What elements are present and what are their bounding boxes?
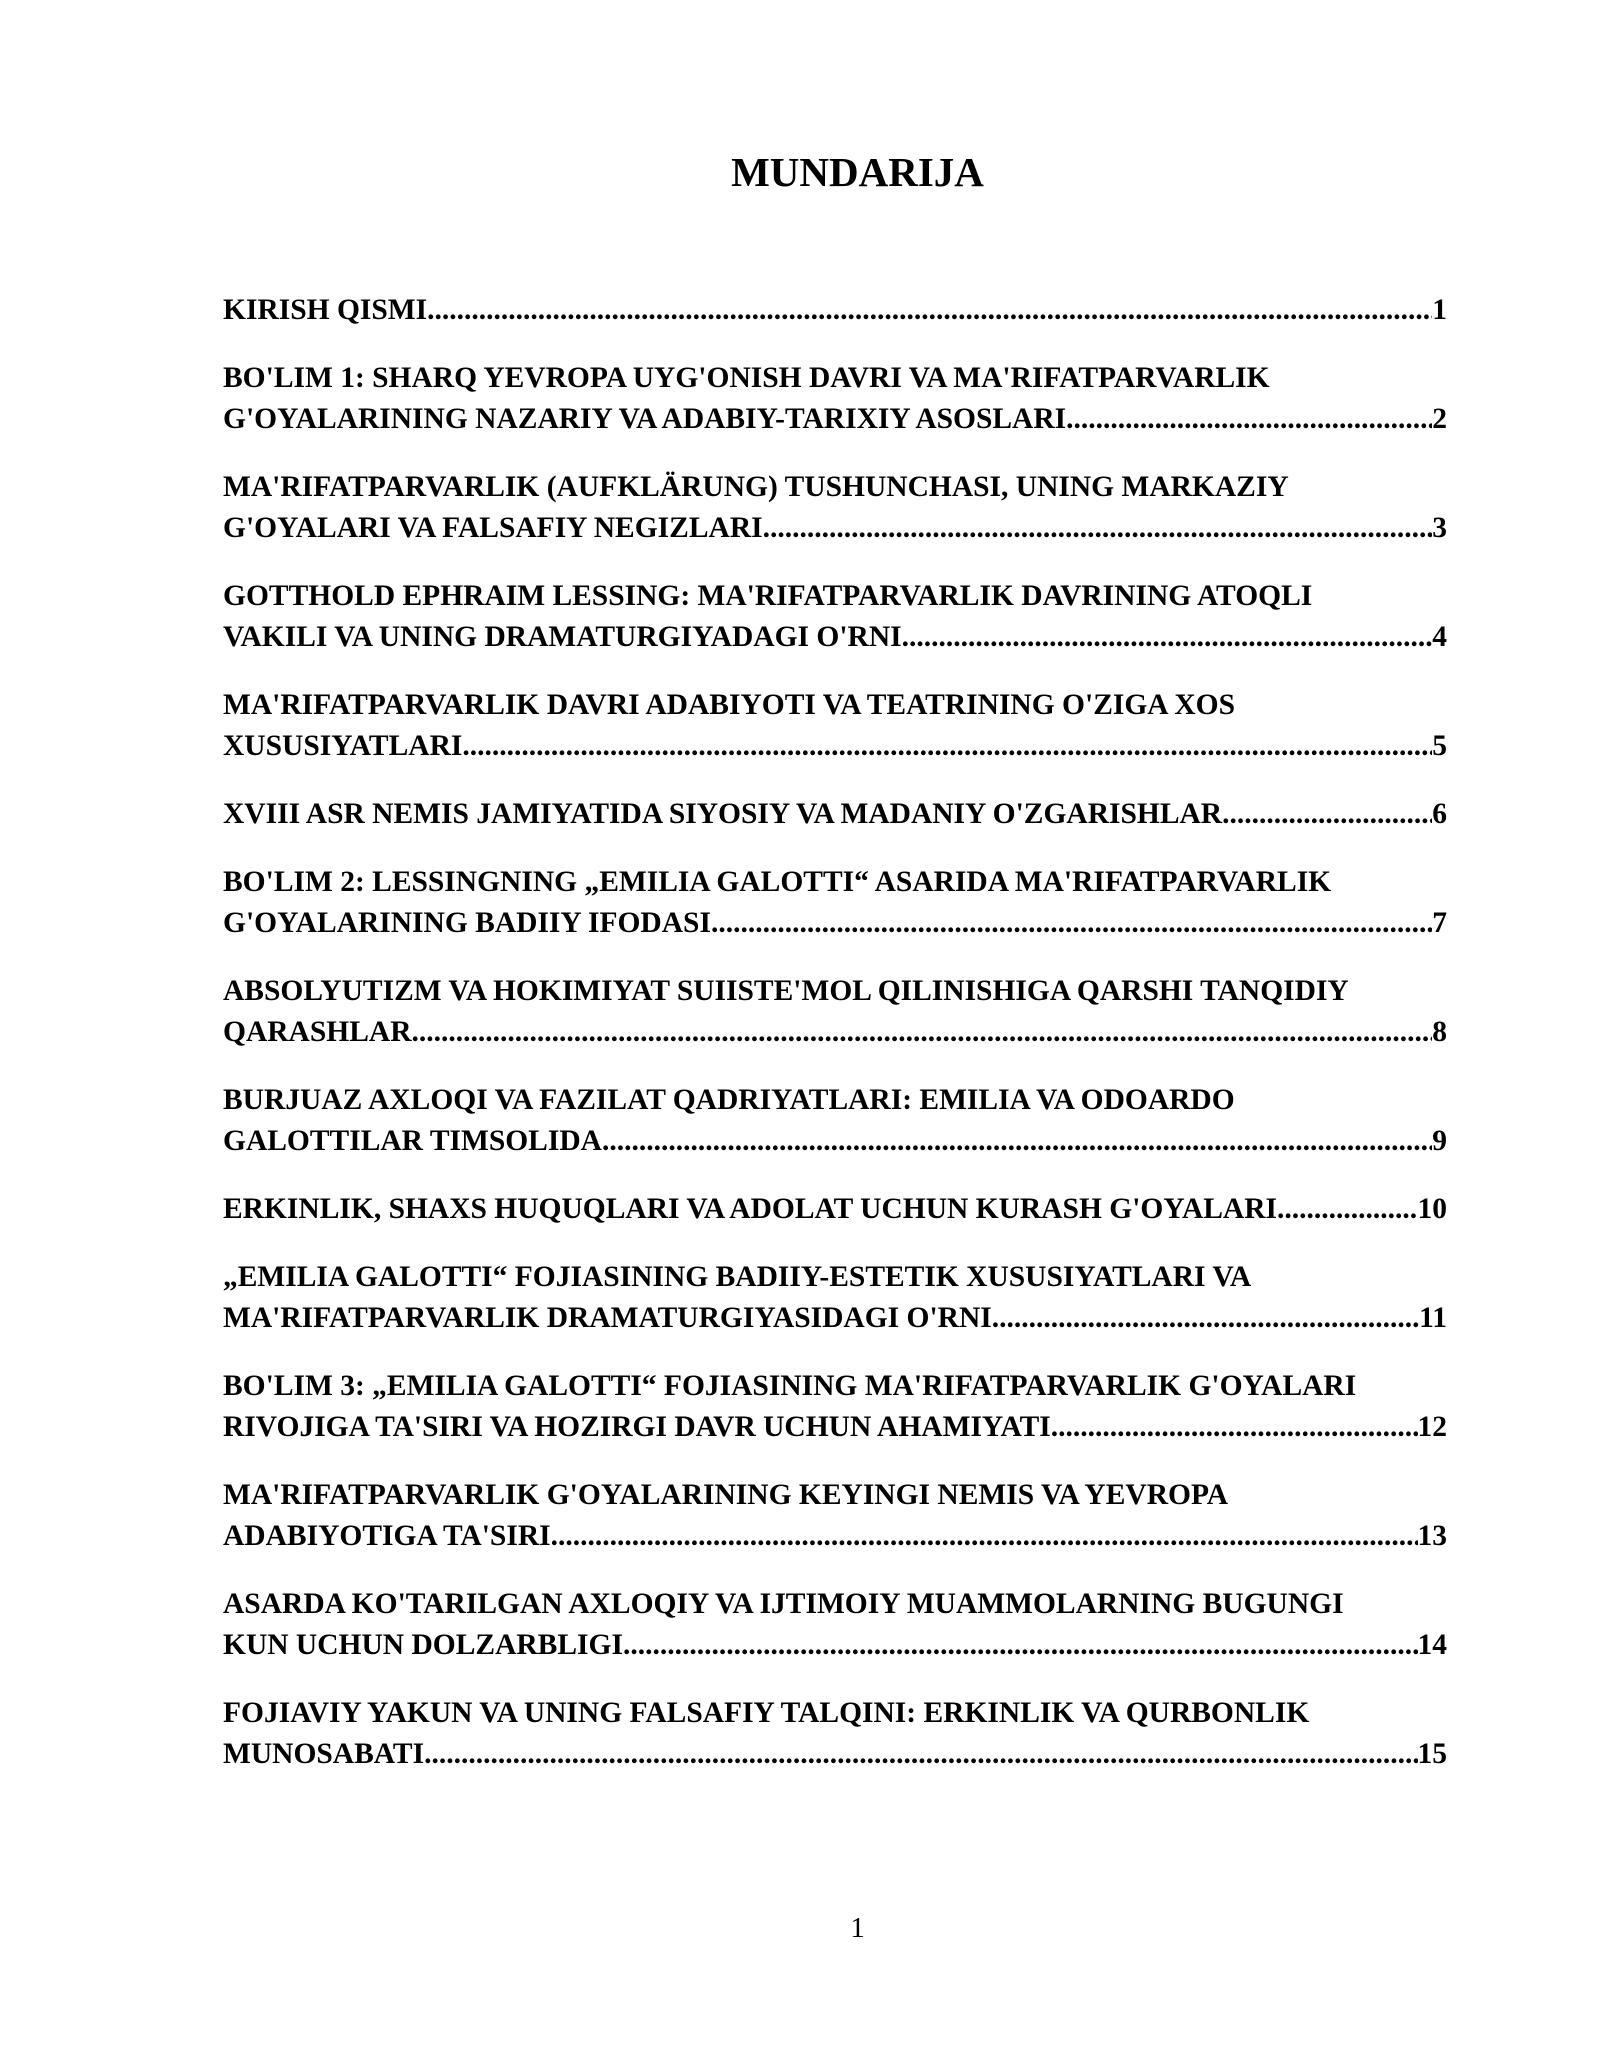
toc-entry-line: MUNOSABATI	[223, 1738, 425, 1770]
toc-dot-leader	[1222, 794, 1432, 835]
toc-dot-leader	[902, 617, 1433, 658]
toc-entry-line: XUSUSIYATLARI	[223, 730, 463, 762]
toc-dot-leader	[427, 290, 1432, 331]
toc-entry-last-line	[223, 1407, 1447, 1448]
toc-dot-leader	[424, 1734, 1417, 1775]
toc-entry-line: G'OYALARI VA FALSAFIY NEGIZLARI	[223, 512, 763, 544]
toc-dot-leader	[1066, 399, 1432, 440]
toc-page-number: 3	[1432, 512, 1447, 544]
toc-entry[interactable]	[223, 1080, 1447, 1162]
toc-entry-line: ABSOLYUTIZM VA HOKIMIYAT SUIISTE'MOL QILINISHIGA QARSHI TANQIDIY	[223, 975, 1349, 1007]
toc-entry-line: ASARDA KO'TARILGAN AXLOQIY VA IJTIMOIY MUAMMOLARNING BUGUNGI	[223, 1588, 1344, 1620]
toc-page-number: 2	[1432, 403, 1447, 435]
toc-page-number: 10	[1417, 1193, 1447, 1225]
toc-entry-line: VAKILI VA UNING DRAMATURGIYADAGI O'RNI	[223, 621, 902, 653]
toc-page-number: 4	[1432, 621, 1447, 653]
toc-page-number: 13	[1417, 1520, 1447, 1552]
toc-entry-line: KIRISH QISMI	[223, 294, 428, 326]
toc-entry-line: G'OYALARINING NAZARIY VA ADABIY-TARIXIY ASOSLARI	[223, 403, 1067, 435]
toc-entry[interactable]	[223, 1189, 1447, 1230]
toc-page-number: 1	[1432, 294, 1447, 326]
toc-entry[interactable]	[223, 794, 1447, 835]
toc-entry-line: BO'LIM 2: LESSINGNING „EMILIA GALOTTI“ ASARIDA MA'RIFATPARVARLIK	[223, 866, 1332, 898]
toc-entry-line: XVIII ASR NEMIS JAMIYATIDA SIYOSIY VA MADANIY O'ZGARISHLAR	[223, 798, 1223, 830]
toc-dot-leader	[1051, 1407, 1418, 1448]
toc-entry-line: KUN UCHUN DOLZARBLIGI	[223, 1629, 623, 1661]
toc-entry-last-line	[223, 1189, 1447, 1230]
toc-entry-line: BURJUAZ AXLOQI VA FAZILAT QADRIYATLARI: EMILIA VA ODOARDO	[223, 1084, 1235, 1116]
toc-entry-last-line	[223, 726, 1447, 767]
toc-dot-leader	[623, 1625, 1418, 1666]
toc-entry-line: ERKINLIK, SHAXS HUQUQLARI VA ADOLAT UCHUN KURASH G'OYALARI	[223, 1193, 1278, 1225]
toc-entry-last-line	[223, 1625, 1447, 1666]
toc-entry[interactable]	[223, 1693, 1447, 1775]
toc-entry[interactable]	[223, 1584, 1447, 1666]
toc-entry[interactable]	[223, 971, 1447, 1053]
toc-page-number: 8	[1432, 1016, 1447, 1048]
toc-entry-line: GALOTTILAR TIMSOLIDA	[223, 1125, 602, 1157]
toc-entry[interactable]	[223, 685, 1447, 767]
toc-entry-line: FOJIAVIY YAKUN VA UNING FALSAFIY TALQINI: ERKINLIK VA QURBONLIK	[223, 1697, 1310, 1729]
page-number: 1	[850, 1912, 865, 1944]
toc-entry-line: RIVOJIGA TA'SIRI VA HOZIRGI DAVR UCHUN AHAMIYATI	[223, 1411, 1051, 1443]
toc-entry-line: „EMILIA GALOTTI“ FOJIASINING BADIIY-ESTETIK XUSUSIYATLARI VA	[223, 1261, 1252, 1293]
toc-entry[interactable]	[223, 358, 1447, 440]
toc-entry-line: MA'RIFATPARVARLIK DAVRI ADABIYOTI VA TEATRINING O'ZIGA XOS	[223, 689, 1236, 721]
toc-page-number: 9	[1432, 1125, 1447, 1157]
toc-entry-last-line	[223, 508, 1447, 549]
toc-entry[interactable]	[223, 862, 1447, 944]
toc-page-number: 15	[1417, 1738, 1447, 1770]
toc-page-number: 14	[1417, 1629, 1447, 1661]
toc-page-number: 5	[1432, 730, 1447, 762]
toc-entry-line: MA'RIFATPARVARLIK G'OYALARINING KEYINGI NEMIS VA YEVROPA	[223, 1479, 1229, 1511]
toc-dot-leader	[763, 508, 1433, 549]
toc-entry-last-line	[223, 1734, 1447, 1775]
toc-entry-last-line	[223, 903, 1447, 944]
toc-entry-line: QARASHLAR	[223, 1016, 412, 1048]
toc-entry-last-line	[223, 1121, 1447, 1162]
toc-entry-last-line	[223, 617, 1447, 658]
toc-dot-leader	[412, 1012, 1433, 1053]
table-of-contents	[223, 290, 1447, 1802]
page-number-wrapper	[0, 1912, 1600, 1945]
toc-entry-line: MA'RIFATPARVARLIK DRAMATURGIYASIDAGI O'RNI	[223, 1302, 992, 1334]
toc-page-number: 7	[1432, 907, 1447, 939]
toc-entry[interactable]	[223, 1257, 1447, 1339]
toc-entry-last-line	[223, 1516, 1447, 1557]
toc-dot-leader	[551, 1516, 1418, 1557]
toc-entry[interactable]	[223, 1366, 1447, 1448]
toc-entry[interactable]	[223, 1475, 1447, 1557]
toc-entry-last-line	[223, 1012, 1447, 1053]
toc-entry[interactable]	[223, 467, 1447, 549]
toc-entry-line: BO'LIM 3: „EMILIA GALOTTI“ FOJIASINING MA'RIFATPARVARLIK G'OYALARI	[223, 1370, 1357, 1402]
toc-page-number: 12	[1417, 1411, 1447, 1443]
toc-entry-line: ADABIYOTIGA TA'SIRI	[223, 1520, 551, 1552]
toc-entry[interactable]	[223, 290, 1447, 331]
toc-entry-last-line	[223, 290, 1447, 331]
toc-dot-leader	[711, 903, 1432, 944]
toc-entry-last-line	[223, 794, 1447, 835]
toc-entry[interactable]	[223, 576, 1447, 658]
toc-dot-leader	[462, 726, 1432, 767]
toc-page-number: 11	[1419, 1302, 1447, 1334]
toc-dot-leader	[1277, 1189, 1417, 1230]
toc-entry-line: MA'RIFATPARVARLIK (AUFKLÄRUNG) TUSHUNCHASI, UNING MARKAZIY	[223, 471, 1289, 503]
toc-entry-line: BO'LIM 1: SHARQ YEVROPA UYG'ONISH DAVRI VA MA'RIFATPARVARLIK	[223, 362, 1270, 394]
page-title: MUNDARIJA	[731, 149, 984, 195]
toc-dot-leader	[992, 1298, 1419, 1339]
toc-entry-line: G'OYALARINING BADIIY IFODASI	[223, 907, 711, 939]
toc-entry-last-line	[223, 1298, 1447, 1339]
title-wrapper	[0, 148, 1600, 196]
toc-dot-leader	[602, 1121, 1432, 1162]
toc-entry-line: GOTTHOLD EPHRAIM LESSING: MA'RIFATPARVARLIK DAVRINING ATOQLI	[223, 580, 1313, 612]
toc-page-number: 6	[1432, 798, 1447, 830]
toc-entry-last-line	[223, 399, 1447, 440]
